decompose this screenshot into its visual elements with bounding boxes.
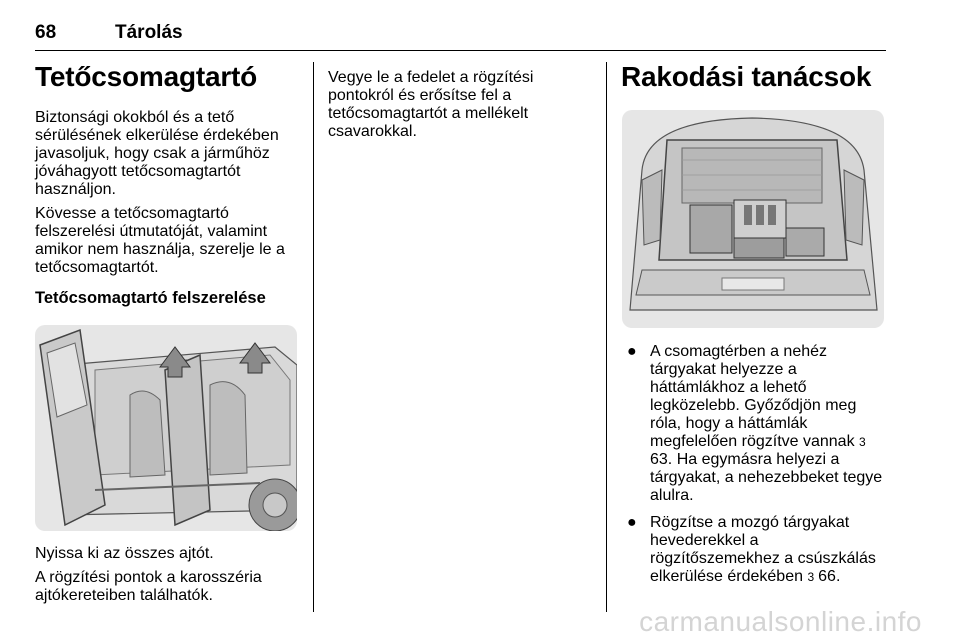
list-item: ● A csomagtérben a nehéz tárgyakat helyezze a háttámlákhoz a lehető legközelebb. Győződjön meg róla, hogy a háttámlák megfelelően rögzítve vannak 363. Ha egymásra helyezi a tárgyakat, a nehezebbeket tegye alulra. (627, 343, 883, 504)
paragraph: Biztonsági okokból és a tető sérülésének elkerülése érdekében javasoljuk, hogy csak a járműhöz jóváhagyott tetőcsomagtartót használjon. (35, 109, 279, 198)
cross-reference-icon: 3 (807, 570, 815, 584)
paragraph: A rögzítési pontok a karosszéria ajtókereteiben találhatók. (35, 569, 262, 604)
car-doors-open-illustration (35, 325, 297, 531)
page-header (35, 0, 886, 51)
watermark: carmanualsonline.info (639, 606, 922, 637)
paragraph: Kövesse a tetőcsomagtartó felszerelési útmutatóját, valamint amikor nem használja, szerelje le a tetőcsomagtartót. (35, 205, 285, 276)
luggage-compartment-illustration (622, 110, 884, 328)
section-title: Tárolás (115, 22, 183, 43)
bullet-icon: ● (627, 343, 637, 360)
page-reference-link[interactable]: 63 (650, 451, 668, 468)
column-divider (313, 62, 314, 612)
column-divider (606, 62, 607, 612)
section-heading-loading-tips: Rakodási tanácsok (621, 61, 872, 92)
page-number: 68 (35, 22, 57, 43)
page-reference-link[interactable]: 66 (818, 568, 836, 585)
cross-reference-icon: 3 (859, 435, 866, 449)
loading-tips-list (622, 343, 886, 595)
list-item: ● Rögzítse a mozgó tárgyakat hevederekkel a rögzítőszemekhez a csúszkálás elkerülése érdekében 3 66. (627, 514, 876, 585)
section-heading-roof-rack: Tetőcsomagtartó (35, 61, 258, 92)
bullet-icon: ● (627, 514, 637, 531)
subheading-roof-rack-install: Tetőcsomagtartó felszerelése (35, 289, 266, 307)
paragraph: Vegye le a fedelet a rögzítési pontokról és erősítse fel a tetőcsomagtartót a mellékelt csavarokkal. (328, 69, 534, 140)
paragraph: Nyissa ki az összes ajtót. (35, 545, 214, 562)
